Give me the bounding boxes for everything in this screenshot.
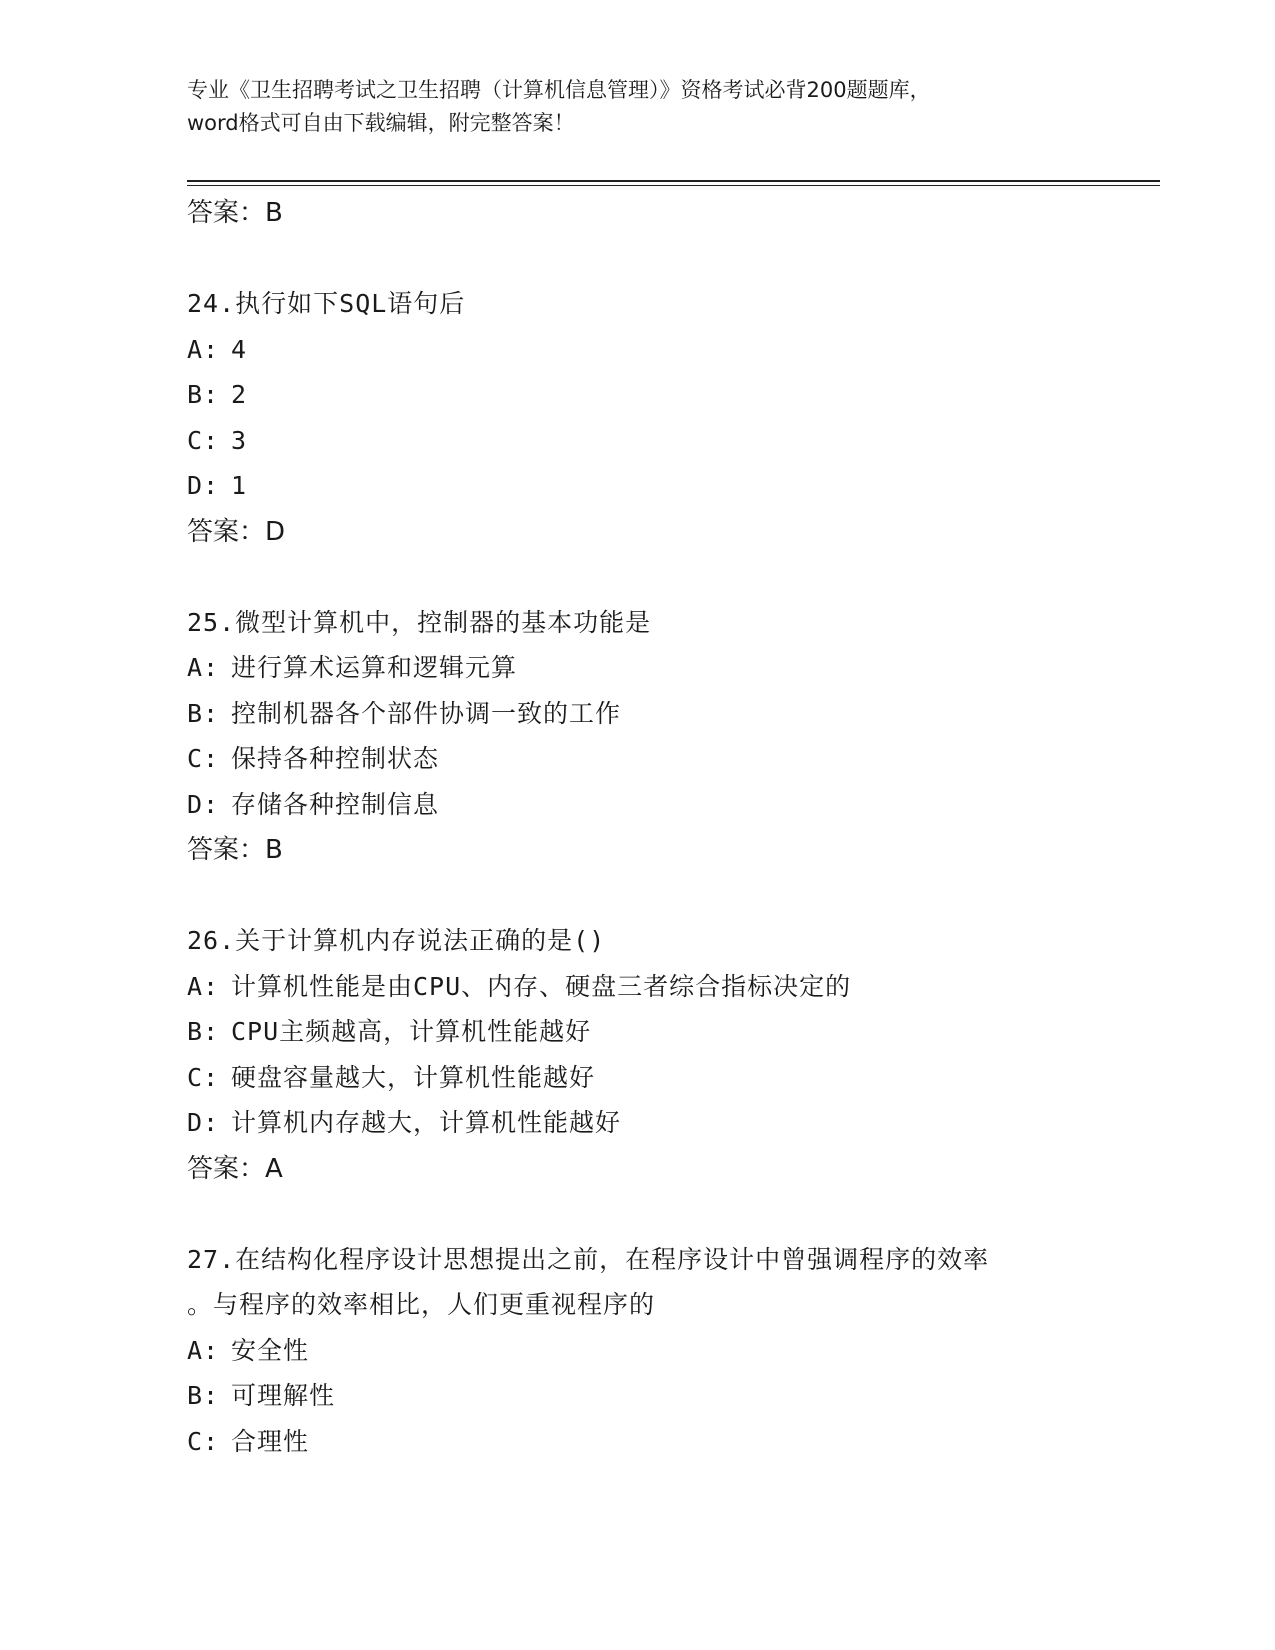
option-letter: C: <box>187 1426 220 1456</box>
answer-option <box>187 418 1147 464</box>
option-letter: D: <box>187 471 220 500</box>
answer-option <box>187 1100 1147 1146</box>
question-title: 26.关于计算机内存说法正确的是() <box>187 926 606 955</box>
question-spacer <box>187 1192 1147 1237</box>
document-header <box>187 74 1087 140</box>
option-letter: B: <box>187 1381 220 1410</box>
option-text: 计算机性能是由CPU、内存、硬盘三者综合指标决定的 <box>231 971 852 1001</box>
option-text: CPU主频越高，计算机性能越好 <box>231 1017 592 1046</box>
previous-answer: 答案：B <box>187 198 283 228</box>
option-letter: D: <box>187 1108 220 1137</box>
option-text: 合理性 <box>231 1426 310 1456</box>
option-text: 3 <box>231 425 248 455</box>
answer-option <box>187 964 1147 1010</box>
answer-option <box>187 1009 1147 1055</box>
question-answer: 答案：B <box>187 835 283 865</box>
answer-option <box>187 736 1147 782</box>
question-spacer <box>187 236 1147 281</box>
option-letter: D: <box>187 789 220 819</box>
question-list <box>187 190 1147 1464</box>
answer-option <box>187 691 1147 737</box>
question-title: 24.执行如下SQL语句后 <box>187 289 466 318</box>
answer-option <box>187 327 1147 373</box>
answer-option <box>187 1419 1147 1465</box>
answer-option <box>187 1373 1147 1419</box>
header-line-1: 专业《卫生招聘考试之卫生招聘（计算机信息管理）》资格考试必背200题题库， <box>187 78 931 102</box>
option-letter: B: <box>187 698 220 728</box>
answer-option <box>187 1055 1147 1101</box>
option-letter: A: <box>187 653 220 682</box>
header-line-2: word格式可自由下载编辑，附完整答案！ <box>187 111 575 135</box>
header-divider-thick <box>187 180 1160 182</box>
option-text: 控制机器各个部件协调一致的工作 <box>231 698 622 728</box>
option-text: 计算机内存越大，计算机性能越好 <box>231 1108 622 1137</box>
question-block <box>187 281 1147 555</box>
question-title: 27.在结构化程序设计思想提出之前，在程序设计中曾强调程序的效率 <box>187 1244 990 1274</box>
option-text: 1 <box>231 471 248 500</box>
answer-option <box>187 463 1147 509</box>
question-spacer <box>187 873 1147 918</box>
question-answer: 答案：A <box>187 1153 283 1184</box>
option-text: 可理解性 <box>231 1381 336 1410</box>
question-title: 25.微型计算机中，控制器的基本功能是 <box>187 607 652 637</box>
option-letter: C: <box>187 744 220 773</box>
option-letter: A: <box>187 334 220 364</box>
option-text: 4 <box>231 334 248 364</box>
question-answer: 答案：D <box>187 516 286 547</box>
option-letter: B: <box>187 380 220 409</box>
question-block <box>187 600 1147 874</box>
question-block <box>187 918 1147 1192</box>
question-block <box>187 1237 1147 1465</box>
option-text: 保持各种控制状态 <box>231 744 440 773</box>
answer-option <box>187 645 1147 691</box>
option-letter: C: <box>187 1062 220 1092</box>
question-title: 。与程序的效率相比，人们更重视程序的 <box>187 1290 656 1319</box>
option-text: 硬盘容量越大，计算机性能越好 <box>231 1062 596 1092</box>
option-letter: C: <box>187 425 220 455</box>
option-text: 安全性 <box>231 1335 310 1365</box>
option-text: 2 <box>231 380 248 409</box>
option-text: 存储各种控制信息 <box>231 789 440 819</box>
answer-option <box>187 372 1147 418</box>
answer-option <box>187 1328 1147 1374</box>
question-spacer <box>187 555 1147 600</box>
option-letter: B: <box>187 1017 220 1046</box>
option-letter: A: <box>187 1335 220 1365</box>
option-letter: A: <box>187 971 220 1001</box>
answer-option <box>187 782 1147 828</box>
header-divider-thin <box>187 185 1160 186</box>
option-text: 进行算术运算和逻辑元算 <box>231 653 518 682</box>
